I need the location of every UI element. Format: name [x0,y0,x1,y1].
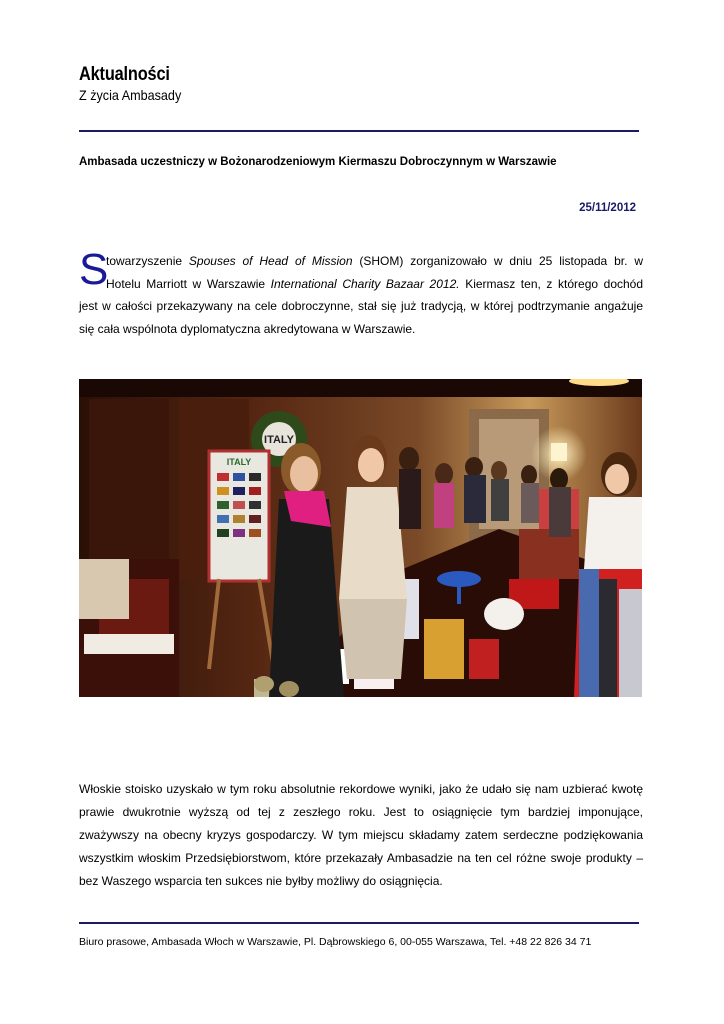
article-date: 25/11/2012 [579,202,636,214]
dropcap: S [79,245,109,294]
footer-contact: Biuro prasowe, Ambasada Włoch w Warszawie, Pl. Dąbrowskiego 6, 00-055 Warszawa, Tel. +48 22 826 34 71 [79,936,592,948]
body-line: bez Waszego wsparcia ten sukces nie byłby możliwy do osiągnięcia. [79,874,443,888]
intro-text: (SHOM) zorganizowało w dniu 25 listopada br. w [352,254,643,268]
section-title: Aktualności [79,64,170,85]
top-divider [79,130,639,132]
body-line: wszystkim włoskim Przedsiębiorstwom, które przekazały Ambasadzie na ten cel różne swoje produkty – [79,851,643,865]
intro-line [79,250,643,273]
intro-text: towarzyszenie [106,254,189,268]
intro-line: jest w całości przekazywany na cele dobroczynne, stał się już tradycją, w której podtrzymanie angażuje [79,299,643,313]
body-line: Włoskie stoisko uzyskało w tym roku absolutnie rekordowe wyniki, jako że udało się nam uzbierać kwotę [79,782,643,796]
intro-italic-text: Spouses of Head of Mission [188,254,353,268]
intro-italic-text: International Charity Bazaar 2012. [270,276,460,291]
article-intro [79,245,644,340]
intro-line: się cała wspólnota dyplomatyczna akredytowana w Warszawie. [79,321,416,336]
intro-line [79,273,643,296]
article-photo [79,379,642,697]
board-title: ITALY [226,457,252,467]
wreath-label: ITALY [264,434,294,446]
article-body [79,778,643,893]
body-line: zważywszy na obecny kryzys gospodarczy. W tym miejscu składamy zatem serdeczne podziękowania [79,828,643,842]
body-line: prawie dwukrotnie wyższą od tej z zeszłego roku. Jest to osiągnięcie tym bardziej imponujące, [79,805,643,819]
bottom-divider [79,922,639,924]
intro-text: Kiermasz ten, z którego dochód [459,276,644,291]
intro-text: Hotelu Marriott w Warszawie [106,276,271,291]
section-subtitle: Z życia Ambasady [79,87,182,103]
article-headline: Ambasada uczestniczy w Bożonarodzeniowym Kiermaszu Dobroczynnym w Warszawie [79,156,557,168]
